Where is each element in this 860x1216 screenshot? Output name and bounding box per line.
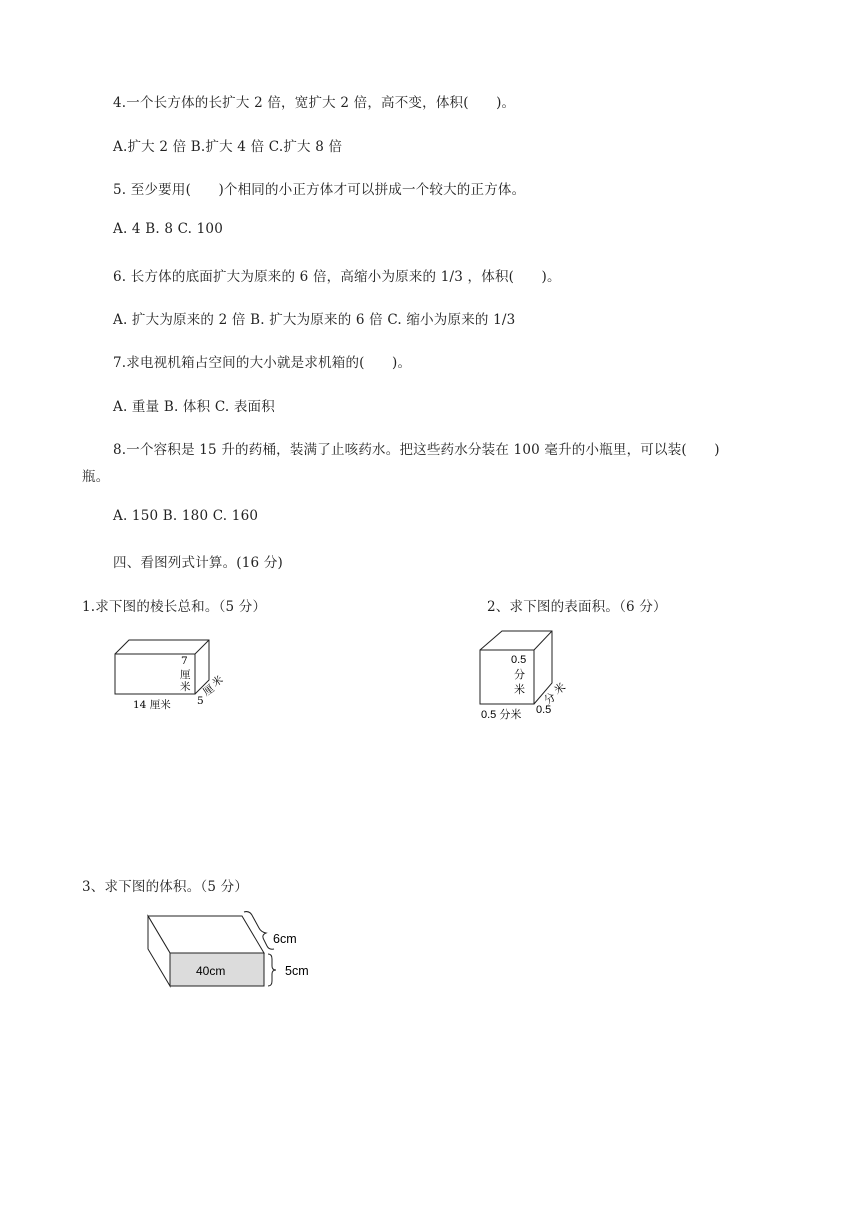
problem-2-title: 2、求下图的表面积。（6 分） bbox=[487, 599, 667, 615]
problem-1-height-label-3: 米 bbox=[180, 681, 191, 693]
question-4-options: A.扩大 2 倍 B.扩大 4 倍 C.扩大 8 倍 bbox=[113, 139, 343, 155]
question-4-stem: 4.一个长方体的长扩大 2 倍，宽扩大 2 倍，高不变，体积( )。 bbox=[113, 95, 516, 111]
problem-1-cuboid-figure bbox=[105, 628, 235, 712]
question-7-stem: 7.求电视机箱占空间的大小就是求机箱的( )。 bbox=[113, 355, 412, 371]
question-5-stem: 5. 至少要用( )个相同的小正方体才可以拼成一个较大的正方体。 bbox=[113, 182, 526, 198]
problem-2-height-label-2: 分 bbox=[514, 668, 525, 681]
question-7-options: A. 重量 B. 体积 C. 表面积 bbox=[113, 399, 275, 415]
problem-1-width-label-2: 厘 bbox=[201, 682, 217, 699]
problem-3-depth-label: 6cm bbox=[273, 932, 297, 946]
problem-3-cuboid-figure bbox=[140, 908, 330, 996]
problem-2-depth-label-2: 分 bbox=[541, 690, 559, 708]
problem-2-depth-label-1: 0.5 bbox=[536, 704, 552, 716]
problem-2-height-label-3: 米 bbox=[514, 683, 525, 696]
problem-3-title: 3、求下图的体积。（5 分） bbox=[82, 879, 249, 895]
problem-1-height-label-1: 7 bbox=[181, 655, 188, 667]
section-4-title: 四、看图列式计算。(16 分) bbox=[113, 555, 284, 571]
question-8-options: A. 150 B. 180 C. 160 bbox=[113, 508, 259, 524]
problem-3-height-label: 5cm bbox=[285, 964, 309, 978]
question-8-stem-line1: 8.一个容积是 15 升的药桶，装满了止咳药水。把这些药水分装在 100 毫升的小瓶里，可以装( ) bbox=[113, 442, 720, 458]
question-6-options: A. 扩大为原来的 2 倍 B. 扩大为原来的 6 倍 C. 缩小为原来的 1/3 bbox=[113, 312, 516, 328]
problem-1-length-label: 14 厘米 bbox=[133, 699, 171, 711]
problem-2-cube-figure bbox=[470, 627, 580, 727]
problem-3-length-label: 40cm bbox=[196, 964, 226, 978]
question-6-stem: 6. 长方体的底面扩大为原来的 6 倍，高缩小为原来的 1/3 ，体积( )。 bbox=[113, 269, 561, 285]
problem-1-height-label-2: 厘 bbox=[180, 669, 191, 681]
problem-2-depth-label-3: 米 bbox=[551, 680, 569, 698]
problem-1-title: 1.求下图的棱长总和。（5 分） bbox=[82, 599, 267, 615]
question-8-stem-line2: 瓶。 bbox=[82, 469, 110, 485]
problem-1-width-label-3: 米 bbox=[210, 673, 226, 690]
problem-1-width-label-1: 5 bbox=[197, 695, 204, 707]
problem-2-bottom-label: 0.5 分米 bbox=[481, 709, 522, 721]
problem-2-height-label-1: 0.5 bbox=[511, 654, 527, 666]
question-5-options: A. 4 B. 8 C. 100 bbox=[113, 221, 223, 237]
